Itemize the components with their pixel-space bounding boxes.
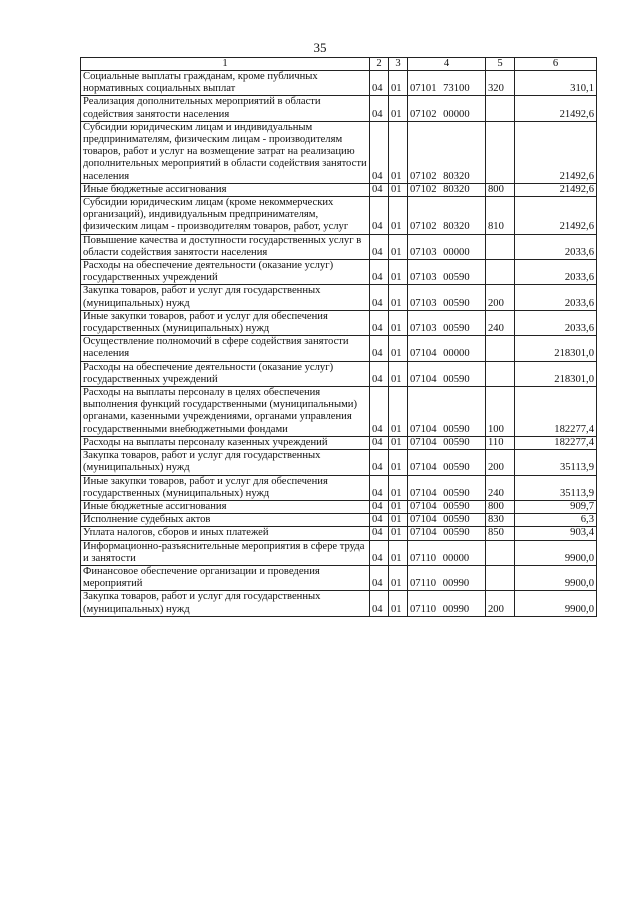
expense-kind-cell: 830 (486, 514, 515, 527)
header-col-3: 3 (389, 58, 408, 71)
section-cell: 04 (370, 361, 389, 386)
subsection-cell: 01 (389, 475, 408, 500)
amount-cell: 9900,0 (515, 565, 597, 590)
subsection-cell: 01 (389, 234, 408, 259)
row-name-cell: Закупка товаров, работ и услуг для государственных (муниципальных) нужд (81, 450, 370, 475)
amount-cell: 182277,4 (515, 436, 597, 449)
table-row (81, 500, 597, 513)
row-name-cell: Иные закупки товаров, работ и услуг для обеспечения государственных (муниципальных) нужд (81, 310, 370, 335)
table-row (81, 183, 597, 196)
subsection-cell: 01 (389, 260, 408, 285)
target-code-cell: 07110 00000 (408, 540, 486, 565)
target-code-cell: 07104 00590 (408, 450, 486, 475)
subsection-cell: 01 (389, 540, 408, 565)
row-name-cell: Субсидии юридическим лицам и индивидуальным предпринимателям, физическим лицам - производителям товаров, работ и услуг на возмещение затрат на реализацию дополнительных мероприятий в области содействия занятости населения (81, 121, 370, 183)
subsection-cell: 01 (389, 527, 408, 540)
subsection-cell: 01 (389, 500, 408, 513)
row-name-cell: Финансовое обеспечение организации и проведения мероприятий (81, 565, 370, 590)
subsection-cell: 01 (389, 361, 408, 386)
row-name-cell: Иные бюджетные ассигнования (81, 500, 370, 513)
expense-kind-cell: 800 (486, 500, 515, 513)
amount-cell: 21492,6 (515, 121, 597, 183)
amount-cell: 9900,0 (515, 540, 597, 565)
table-row (81, 234, 597, 259)
expense-kind-cell: 810 (486, 197, 515, 235)
row-name-cell: Социальные выплаты гражданам, кроме публичных нормативных социальных выплат (81, 71, 370, 96)
amount-cell: 909,7 (515, 500, 597, 513)
section-cell: 04 (370, 540, 389, 565)
row-name-cell: Расходы на обеспечение деятельности (оказание услуг) государственных учреждений (81, 260, 370, 285)
subsection-cell: 01 (389, 197, 408, 235)
row-name-cell: Иные закупки товаров, работ и услуг для обеспечения государственных (муниципальных) нужд (81, 475, 370, 500)
header-col-1: 1 (81, 58, 370, 71)
expense-kind-cell: 320 (486, 71, 515, 96)
row-name-cell: Реализация дополнительных мероприятий в области содействия занятости населения (81, 96, 370, 121)
expense-kind-cell: 200 (486, 285, 515, 310)
expense-kind-cell: 240 (486, 310, 515, 335)
row-name-cell: Расходы на обеспечение деятельности (оказание услуг) государственных учреждений (81, 361, 370, 386)
section-cell: 04 (370, 591, 389, 616)
row-name-cell: Закупка товаров, работ и услуг для государственных (муниципальных) нужд (81, 591, 370, 616)
subsection-cell: 01 (389, 436, 408, 449)
section-cell: 04 (370, 527, 389, 540)
amount-cell: 218301,0 (515, 336, 597, 361)
target-code-cell: 07104 00590 (408, 436, 486, 449)
expense-kind-cell: 110 (486, 436, 515, 449)
amount-cell: 2033,6 (515, 260, 597, 285)
row-name-cell: Иные бюджетные ассигнования (81, 183, 370, 196)
subsection-cell: 01 (389, 387, 408, 437)
target-code-cell: 07103 00590 (408, 260, 486, 285)
amount-cell: 21492,6 (515, 183, 597, 196)
section-cell: 04 (370, 475, 389, 500)
expense-kind-cell (486, 540, 515, 565)
amount-cell: 310,1 (515, 71, 597, 96)
target-code-cell: 07102 80320 (408, 121, 486, 183)
amount-cell: 182277,4 (515, 387, 597, 437)
target-code-cell: 07104 00590 (408, 475, 486, 500)
section-cell: 04 (370, 285, 389, 310)
amount-cell: 2033,6 (515, 234, 597, 259)
target-code-cell: 07103 00590 (408, 285, 486, 310)
table-row (81, 96, 597, 121)
amount-cell: 21492,6 (515, 197, 597, 235)
target-code-cell: 07102 80320 (408, 183, 486, 196)
row-name-cell: Расходы на выплаты персоналу казенных учреждений (81, 436, 370, 449)
table-row (81, 260, 597, 285)
header-col-6: 6 (515, 58, 597, 71)
row-name-cell: Исполнение судебных актов (81, 514, 370, 527)
amount-cell: 2033,6 (515, 310, 597, 335)
table-body (81, 71, 597, 617)
section-cell: 04 (370, 500, 389, 513)
subsection-cell: 01 (389, 336, 408, 361)
section-cell: 04 (370, 183, 389, 196)
expense-kind-cell: 240 (486, 475, 515, 500)
amount-cell: 2033,6 (515, 285, 597, 310)
section-cell: 04 (370, 71, 389, 96)
row-name-cell: Уплата налогов, сборов и иных платежей (81, 527, 370, 540)
amount-cell: 218301,0 (515, 361, 597, 386)
subsection-cell: 01 (389, 591, 408, 616)
subsection-cell: 01 (389, 450, 408, 475)
amount-cell: 35113,9 (515, 475, 597, 500)
table-row (81, 285, 597, 310)
table-row (81, 436, 597, 449)
expense-kind-cell (486, 361, 515, 386)
table-row (81, 565, 597, 590)
target-code-cell: 07110 00990 (408, 565, 486, 590)
table-row (81, 121, 597, 183)
subsection-cell: 01 (389, 514, 408, 527)
target-code-cell: 07104 00000 (408, 336, 486, 361)
expense-kind-cell (486, 336, 515, 361)
table-row (81, 310, 597, 335)
subsection-cell: 01 (389, 183, 408, 196)
target-code-cell: 07104 00590 (408, 514, 486, 527)
target-code-cell: 07104 00590 (408, 527, 486, 540)
table-row (81, 514, 597, 527)
section-cell: 04 (370, 450, 389, 475)
page-number: 35 (313, 40, 327, 55)
header-row (81, 58, 597, 71)
table-row (81, 591, 597, 616)
expense-kind-cell: 200 (486, 450, 515, 475)
row-name-cell: Расходы на выплаты персоналу в целях обеспечения выполнения функций государственными (муниципальными) органами, казенными учреждениями, органами управления государственными внебюджетными фондами (81, 387, 370, 437)
table-row (81, 197, 597, 235)
target-code-cell: 07102 80320 (408, 197, 486, 235)
amount-cell: 9900,0 (515, 591, 597, 616)
row-name-cell: Осуществление полномочий в сфере содействия занятости населения (81, 336, 370, 361)
amount-cell: 21492,6 (515, 96, 597, 121)
row-name-cell: Повышение качества и доступности государственных услуг в области содействия занятости населения (81, 234, 370, 259)
section-cell: 04 (370, 565, 389, 590)
expense-kind-cell: 800 (486, 183, 515, 196)
header-col-2: 2 (370, 58, 389, 71)
target-code-cell: 07103 00590 (408, 310, 486, 335)
target-code-cell: 07110 00990 (408, 591, 486, 616)
subsection-cell: 01 (389, 565, 408, 590)
target-code-cell: 07103 00000 (408, 234, 486, 259)
amount-cell: 6,3 (515, 514, 597, 527)
subsection-cell: 01 (389, 71, 408, 96)
section-cell: 04 (370, 234, 389, 259)
expense-kind-cell (486, 234, 515, 259)
table-row (81, 336, 597, 361)
section-cell: 04 (370, 197, 389, 235)
section-cell: 04 (370, 387, 389, 437)
expense-kind-cell: 850 (486, 527, 515, 540)
expense-kind-cell: 100 (486, 387, 515, 437)
header-col-5: 5 (486, 58, 515, 71)
section-cell: 04 (370, 96, 389, 121)
row-name-cell: Закупка товаров, работ и услуг для государственных (муниципальных) нужд (81, 285, 370, 310)
target-code-cell: 07104 00590 (408, 500, 486, 513)
expense-kind-cell (486, 565, 515, 590)
table-row (81, 387, 597, 437)
target-code-cell: 07102 00000 (408, 96, 486, 121)
target-code-cell: 07104 00590 (408, 361, 486, 386)
header-col-4: 4 (408, 58, 486, 71)
table-row (81, 540, 597, 565)
expense-kind-cell (486, 96, 515, 121)
expense-kind-cell (486, 260, 515, 285)
subsection-cell: 01 (389, 310, 408, 335)
section-cell: 04 (370, 514, 389, 527)
section-cell: 04 (370, 121, 389, 183)
target-code-cell: 07101 73100 (408, 71, 486, 96)
table-row (81, 475, 597, 500)
section-cell: 04 (370, 260, 389, 285)
table-row (81, 450, 597, 475)
section-cell: 04 (370, 436, 389, 449)
budget-table (80, 57, 597, 617)
section-cell: 04 (370, 310, 389, 335)
expense-kind-cell: 200 (486, 591, 515, 616)
table-row (81, 361, 597, 386)
amount-cell: 35113,9 (515, 450, 597, 475)
subsection-cell: 01 (389, 285, 408, 310)
subsection-cell: 01 (389, 121, 408, 183)
expense-kind-cell (486, 121, 515, 183)
section-cell: 04 (370, 336, 389, 361)
row-name-cell: Субсидии юридическим лицам (кроме некоммерческих организаций), индивидуальным предпринимателям, физическим лицам - производителям товаров, работ, услуг (81, 197, 370, 235)
amount-cell: 903,4 (515, 527, 597, 540)
target-code-cell: 07104 00590 (408, 387, 486, 437)
row-name-cell: Информационно-разъяснительные мероприятия в сфере труда и занятости (81, 540, 370, 565)
subsection-cell: 01 (389, 96, 408, 121)
table-row (81, 527, 597, 540)
table-row (81, 71, 597, 96)
